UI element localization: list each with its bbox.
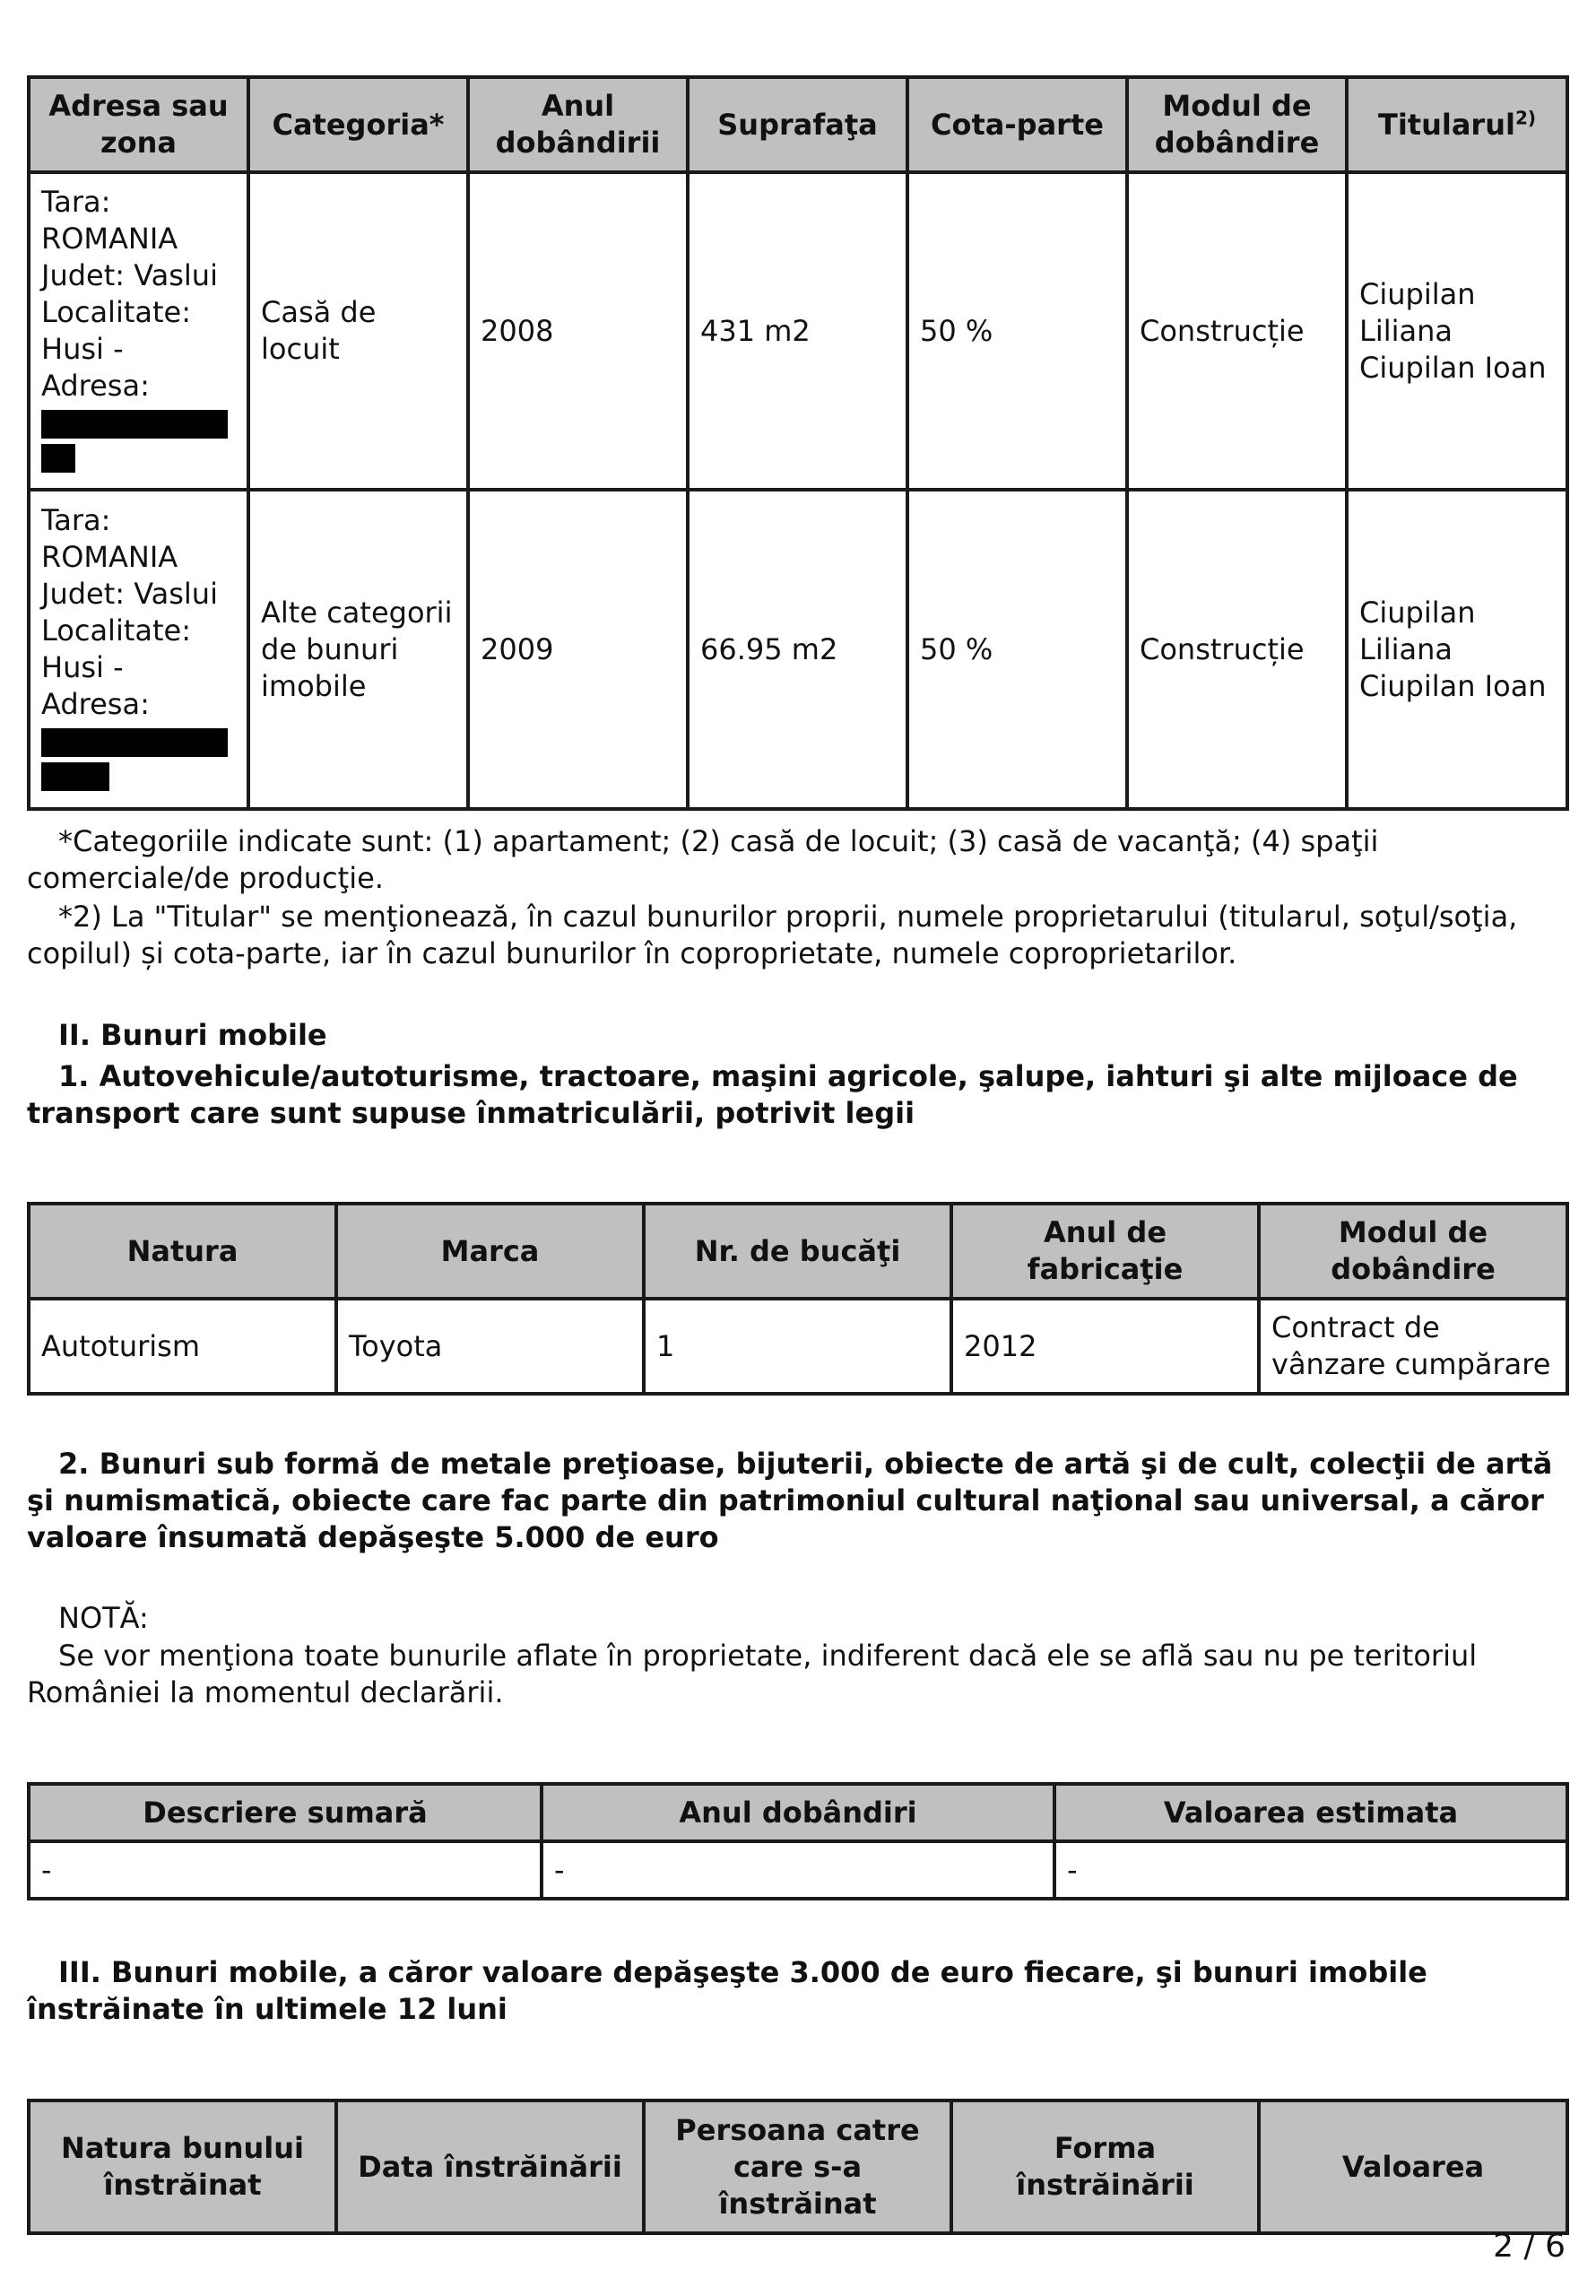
header-owner: Titularul$^{2)}$ bbox=[1347, 77, 1567, 172]
header-acquisition-mode: Modul de dobândire bbox=[1259, 1204, 1567, 1299]
titular-note: *2) La "Titular" se menţionează, în cazul bunurilor proprii, numele proprietarului (titularul, soţul/soţia, copilul) și cota-parte, iar în cazul bunurilor în coproprietate, numele coproprietarilor. bbox=[27, 900, 1518, 970]
categories-note: *Categoriile indicate sunt: (1) apartament; (2) casă de locuit; (3) casă de vacanţă; (4) spaţii comerciale/de producţie. bbox=[27, 824, 1379, 895]
header-nature: Natura bbox=[29, 1204, 336, 1299]
acquired-year-cell: - bbox=[542, 1841, 1054, 1899]
header-alienation-date: Data înstrăinării bbox=[336, 2100, 644, 2233]
header-pieces: Nr. de bucăţi bbox=[644, 1204, 951, 1299]
nota-label: NOTĂ: bbox=[58, 1601, 149, 1635]
header-estimated-value: Valoarea estimata bbox=[1054, 1784, 1567, 1841]
nota-text: Se vor menţiona toate bunurile aflate în proprietate, indiferent dacă ele se află sau nu pe teritoriul României la momentul declarării. bbox=[27, 1639, 1478, 1709]
header-category: Categoria* bbox=[248, 77, 468, 172]
table-row bbox=[29, 1841, 1567, 1899]
immovable-property-table bbox=[27, 75, 1569, 811]
vehicles-subsection-title: 1. Autovehicule/autoturisme, tractoare, maşini agricole, şalupe, iahturi şi alte mijloace de transport care sunt supuse înmatriculării, potrivit legii bbox=[27, 1059, 1518, 1130]
share-cell: 50 % bbox=[907, 490, 1127, 809]
area-cell: 431 m2 bbox=[688, 172, 907, 490]
header-value: Valoarea bbox=[1259, 2100, 1567, 2233]
header-address: Adresa sau zona bbox=[29, 77, 248, 172]
valuables-subsection-title: 2. Bunuri sub formă de metale preţioase, bijuterii, obiecte de artă şi de cult, colecţii de artă şi numismatică, obiecte care fac parte din patrimoniul cultural naţional sau universal, a căror valoare însumată depăşeşte 5.000 de euro bbox=[27, 1447, 1553, 1554]
owner-cell: Ciupilan Liliana Ciupilan Ioan bbox=[1347, 490, 1567, 809]
header-manufacture-year: Anul de fabricaţie bbox=[951, 1204, 1259, 1299]
header-recipient: Persoana catre care s-a înstrăinat bbox=[644, 2100, 951, 2233]
owner-cell: Ciupilan Liliana Ciupilan Ioan bbox=[1347, 172, 1567, 490]
vehicle-nature-cell: Autoturism bbox=[29, 1299, 336, 1394]
section-title-movable-goods: II. Bunuri mobile bbox=[58, 1018, 327, 1052]
table-row bbox=[29, 172, 1567, 490]
table-row bbox=[29, 1299, 1567, 1394]
estimated-value-cell: - bbox=[1054, 1841, 1567, 1899]
year-cell: 2009 bbox=[468, 490, 688, 809]
category-cell: Casă de locuit bbox=[248, 172, 468, 490]
description-cell: - bbox=[29, 1841, 542, 1899]
share-cell: 50 % bbox=[907, 172, 1127, 490]
redaction-bar bbox=[41, 410, 228, 439]
area-cell: 66.95 m2 bbox=[688, 490, 907, 809]
valuables-table bbox=[27, 1782, 1569, 1900]
address-cell: Tara: ROMANIA Judet: Vaslui Localitate: Husi - Adresa: bbox=[29, 172, 248, 490]
header-acquired-year: Anul dobândiri bbox=[542, 1784, 1054, 1841]
header-mode: Modul de dobândire bbox=[1127, 77, 1347, 172]
header-description: Descriere sumară bbox=[29, 1784, 542, 1841]
table-header-row bbox=[29, 2100, 1567, 2233]
table-header-row bbox=[29, 1204, 1567, 1299]
section-title-alienated-goods: III. Bunuri mobile, a căror valoare depăşeşte 3.000 de euro fiecare, şi bunuri imobile înstrăinate în ultimele 12 luni bbox=[27, 1955, 1427, 2026]
category-cell: Alte categorii de bunuri imobile bbox=[248, 490, 468, 809]
vehicle-year-cell: 2012 bbox=[951, 1299, 1259, 1394]
header-alienation-form: Forma înstrăinării bbox=[951, 2100, 1259, 2233]
header-area: Suprafaţa bbox=[688, 77, 907, 172]
footnote-marker: 2) bbox=[1514, 106, 1537, 128]
vehicles-table bbox=[27, 1202, 1569, 1396]
mode-cell: Construcție bbox=[1127, 172, 1347, 490]
header-share: Cota-parte bbox=[907, 77, 1127, 172]
vehicle-pieces-cell: 1 bbox=[644, 1299, 951, 1394]
mode-cell: Construcție bbox=[1127, 490, 1347, 809]
page-number: 2 / 6 bbox=[1493, 2228, 1566, 2265]
table-header-row bbox=[29, 1784, 1567, 1841]
vehicle-brand-cell: Toyota bbox=[336, 1299, 644, 1394]
address-cell: Tara: ROMANIA Judet: Vaslui Localitate: Husi - Adresa: bbox=[29, 490, 248, 809]
redaction-bar bbox=[41, 762, 109, 791]
alienated-goods-table bbox=[27, 2099, 1569, 2235]
year-cell: 2008 bbox=[468, 172, 688, 490]
header-brand: Marca bbox=[336, 1204, 644, 1299]
redaction-bar bbox=[41, 444, 75, 473]
table-row bbox=[29, 490, 1567, 809]
header-year: Anul dobândirii bbox=[468, 77, 688, 172]
redaction-bar bbox=[41, 728, 228, 757]
vehicle-mode-cell: Contract de vânzare cumpărare bbox=[1259, 1299, 1567, 1394]
table-header-row bbox=[29, 77, 1567, 172]
header-alienated-nature: Natura bunului înstrăinat bbox=[29, 2100, 336, 2233]
